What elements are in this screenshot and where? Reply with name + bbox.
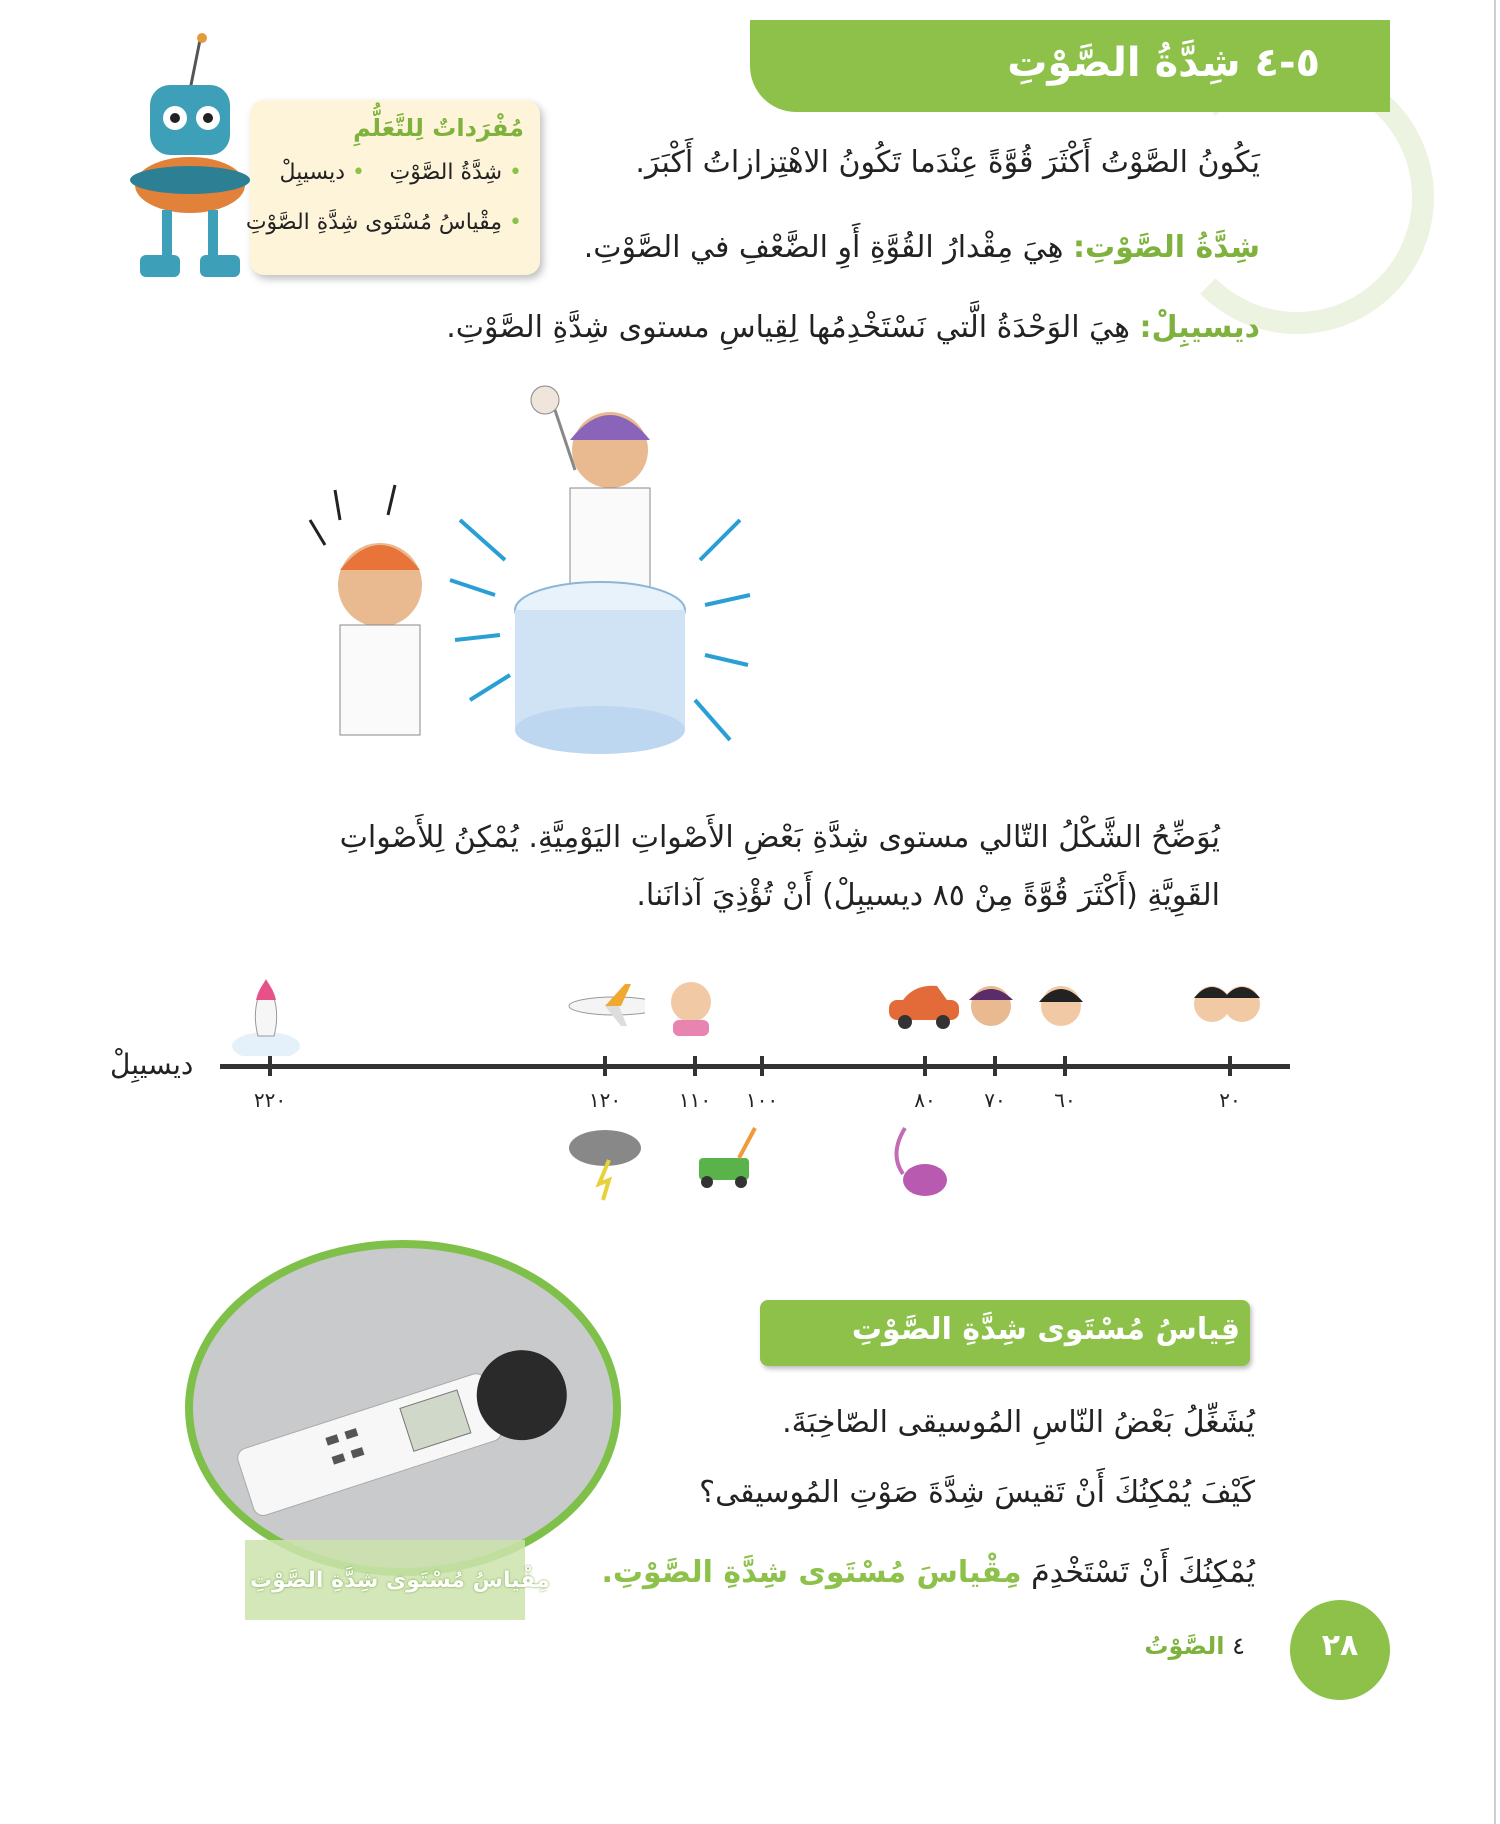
crying-baby-icon [655, 976, 735, 1056]
photo-caption: مِقْياسُ مُسْتَوى شِدَّةِ الصَّوْتِ [250, 1568, 550, 1593]
scale-text-line: يُوَضِّحُ الشَّكْلُ التّالي مستوى شِدَّةِ بَعْضِ الأَصْواتِ اليَوْمِيَّةِ. يُمْكِنُ لِلأَصْواتِ [339, 820, 1220, 855]
page-edge [1494, 0, 1496, 1824]
definition-loudness: شِدَّةُ الصَّوْتِ: هِيَ مِقْدارُ القُوَّةِ أَوِ الضَّعْفِ في الصَّوْتِ. [583, 230, 1260, 265]
tick-label: ٢٠ [1219, 1088, 1241, 1112]
measure-line: كَيْفَ يُمْكِنُكَ أَنْ تَقيسَ شِدَّةَ صَوْتِ المُوسيقى؟ [699, 1475, 1255, 1510]
vocabulary-box [245, 100, 540, 275]
axis-tick [1063, 1056, 1067, 1076]
vocab-item: • شِدَّةُ الصَّوْتِ [389, 160, 522, 185]
robot-mascot-icon [120, 30, 260, 300]
axis-tick [603, 1056, 607, 1076]
tick-label: ٨٠ [914, 1088, 936, 1112]
page-number: ٢٨ [1321, 1628, 1359, 1663]
measure-line: يُشَغِّلُ بَعْضُ النّاسِ المُوسيقى الصّاخِبَةَ. [782, 1405, 1255, 1440]
tick-label: ٢٢٠ [253, 1088, 287, 1112]
vocab-item: • مِقْياسُ مُسْتَوى شِدَّةِ الصَّوْتِ [245, 210, 522, 235]
tick-label: ١٠٠ [745, 1088, 779, 1112]
scale-text-line: القَوِيَّةِ (أَكْثَرَ قُوَّةً مِنْ ٨٥ ديسيبِلْ) أَنْ تُؤْذِيَ آذانَنا. [636, 878, 1220, 913]
car-icon [885, 976, 965, 1056]
scale-unit-label: ديسيبِلْ [110, 1048, 194, 1081]
tick-label: ١١٠ [678, 1088, 712, 1112]
intro-line: يَكُونُ الصَّوْتُ أَكْثَرَ قُوَّةً عِنْدَما تَكُونُ الاهْتِزازاتُ أَكْبَرَ. [635, 145, 1260, 180]
girl-face-icon [1025, 976, 1105, 1056]
girl-face-2-icon [955, 976, 1035, 1056]
two-girls-whispering-icon [1190, 976, 1270, 1056]
axis-tick [923, 1056, 927, 1076]
sound-level-meter-photo [185, 1240, 621, 1576]
axis-tick [693, 1056, 697, 1076]
vacuum-cleaner-icon [885, 1124, 965, 1204]
unit-footer: ٤ الصَّوْتُ [1144, 1632, 1245, 1660]
axis-tick [993, 1056, 997, 1076]
tick-label: ١٢٠ [588, 1088, 622, 1112]
vocab-item: • ديسيبِلْ [279, 160, 365, 185]
vocab-heading: مُفْرَداتٌ لِلتَّعَلُّمِ [353, 114, 524, 142]
measure-line: يُمْكِنُكَ أَنْ تَسْتَخْدِمَ مِقْياسَ مُسْتَوى شِدَّةِ الصَّوْتِ. [601, 1555, 1255, 1590]
lesson-title: ٥-٤ شِدَّةُ الصَّوْتِ [1007, 40, 1320, 86]
rocket-icon [230, 976, 310, 1056]
airplane-icon [565, 976, 645, 1056]
tick-label: ٧٠ [984, 1088, 1006, 1112]
drummer-illustration-icon [270, 370, 770, 770]
measure-heading: قِياسُ مُسْتَوى شِدَّةِ الصَّوْتِ [851, 1312, 1240, 1347]
decibel-axis [220, 1064, 1290, 1112]
axis-tick [760, 1056, 764, 1076]
lawn-mower-icon [689, 1124, 769, 1204]
axis-tick [1228, 1056, 1232, 1076]
axis-tick [268, 1056, 272, 1076]
thunderstorm-icon [565, 1124, 645, 1204]
sound-meter-icon [193, 1248, 613, 1568]
tick-label: ٦٠ [1054, 1088, 1076, 1112]
definition-decibel: ديسيبِلْ: هِيَ الوَحْدَةُ الَّتي نَسْتَخْدِمُها لِقِياسِ مستوى شِدَّةِ الصَّوْتِ. [446, 310, 1260, 345]
